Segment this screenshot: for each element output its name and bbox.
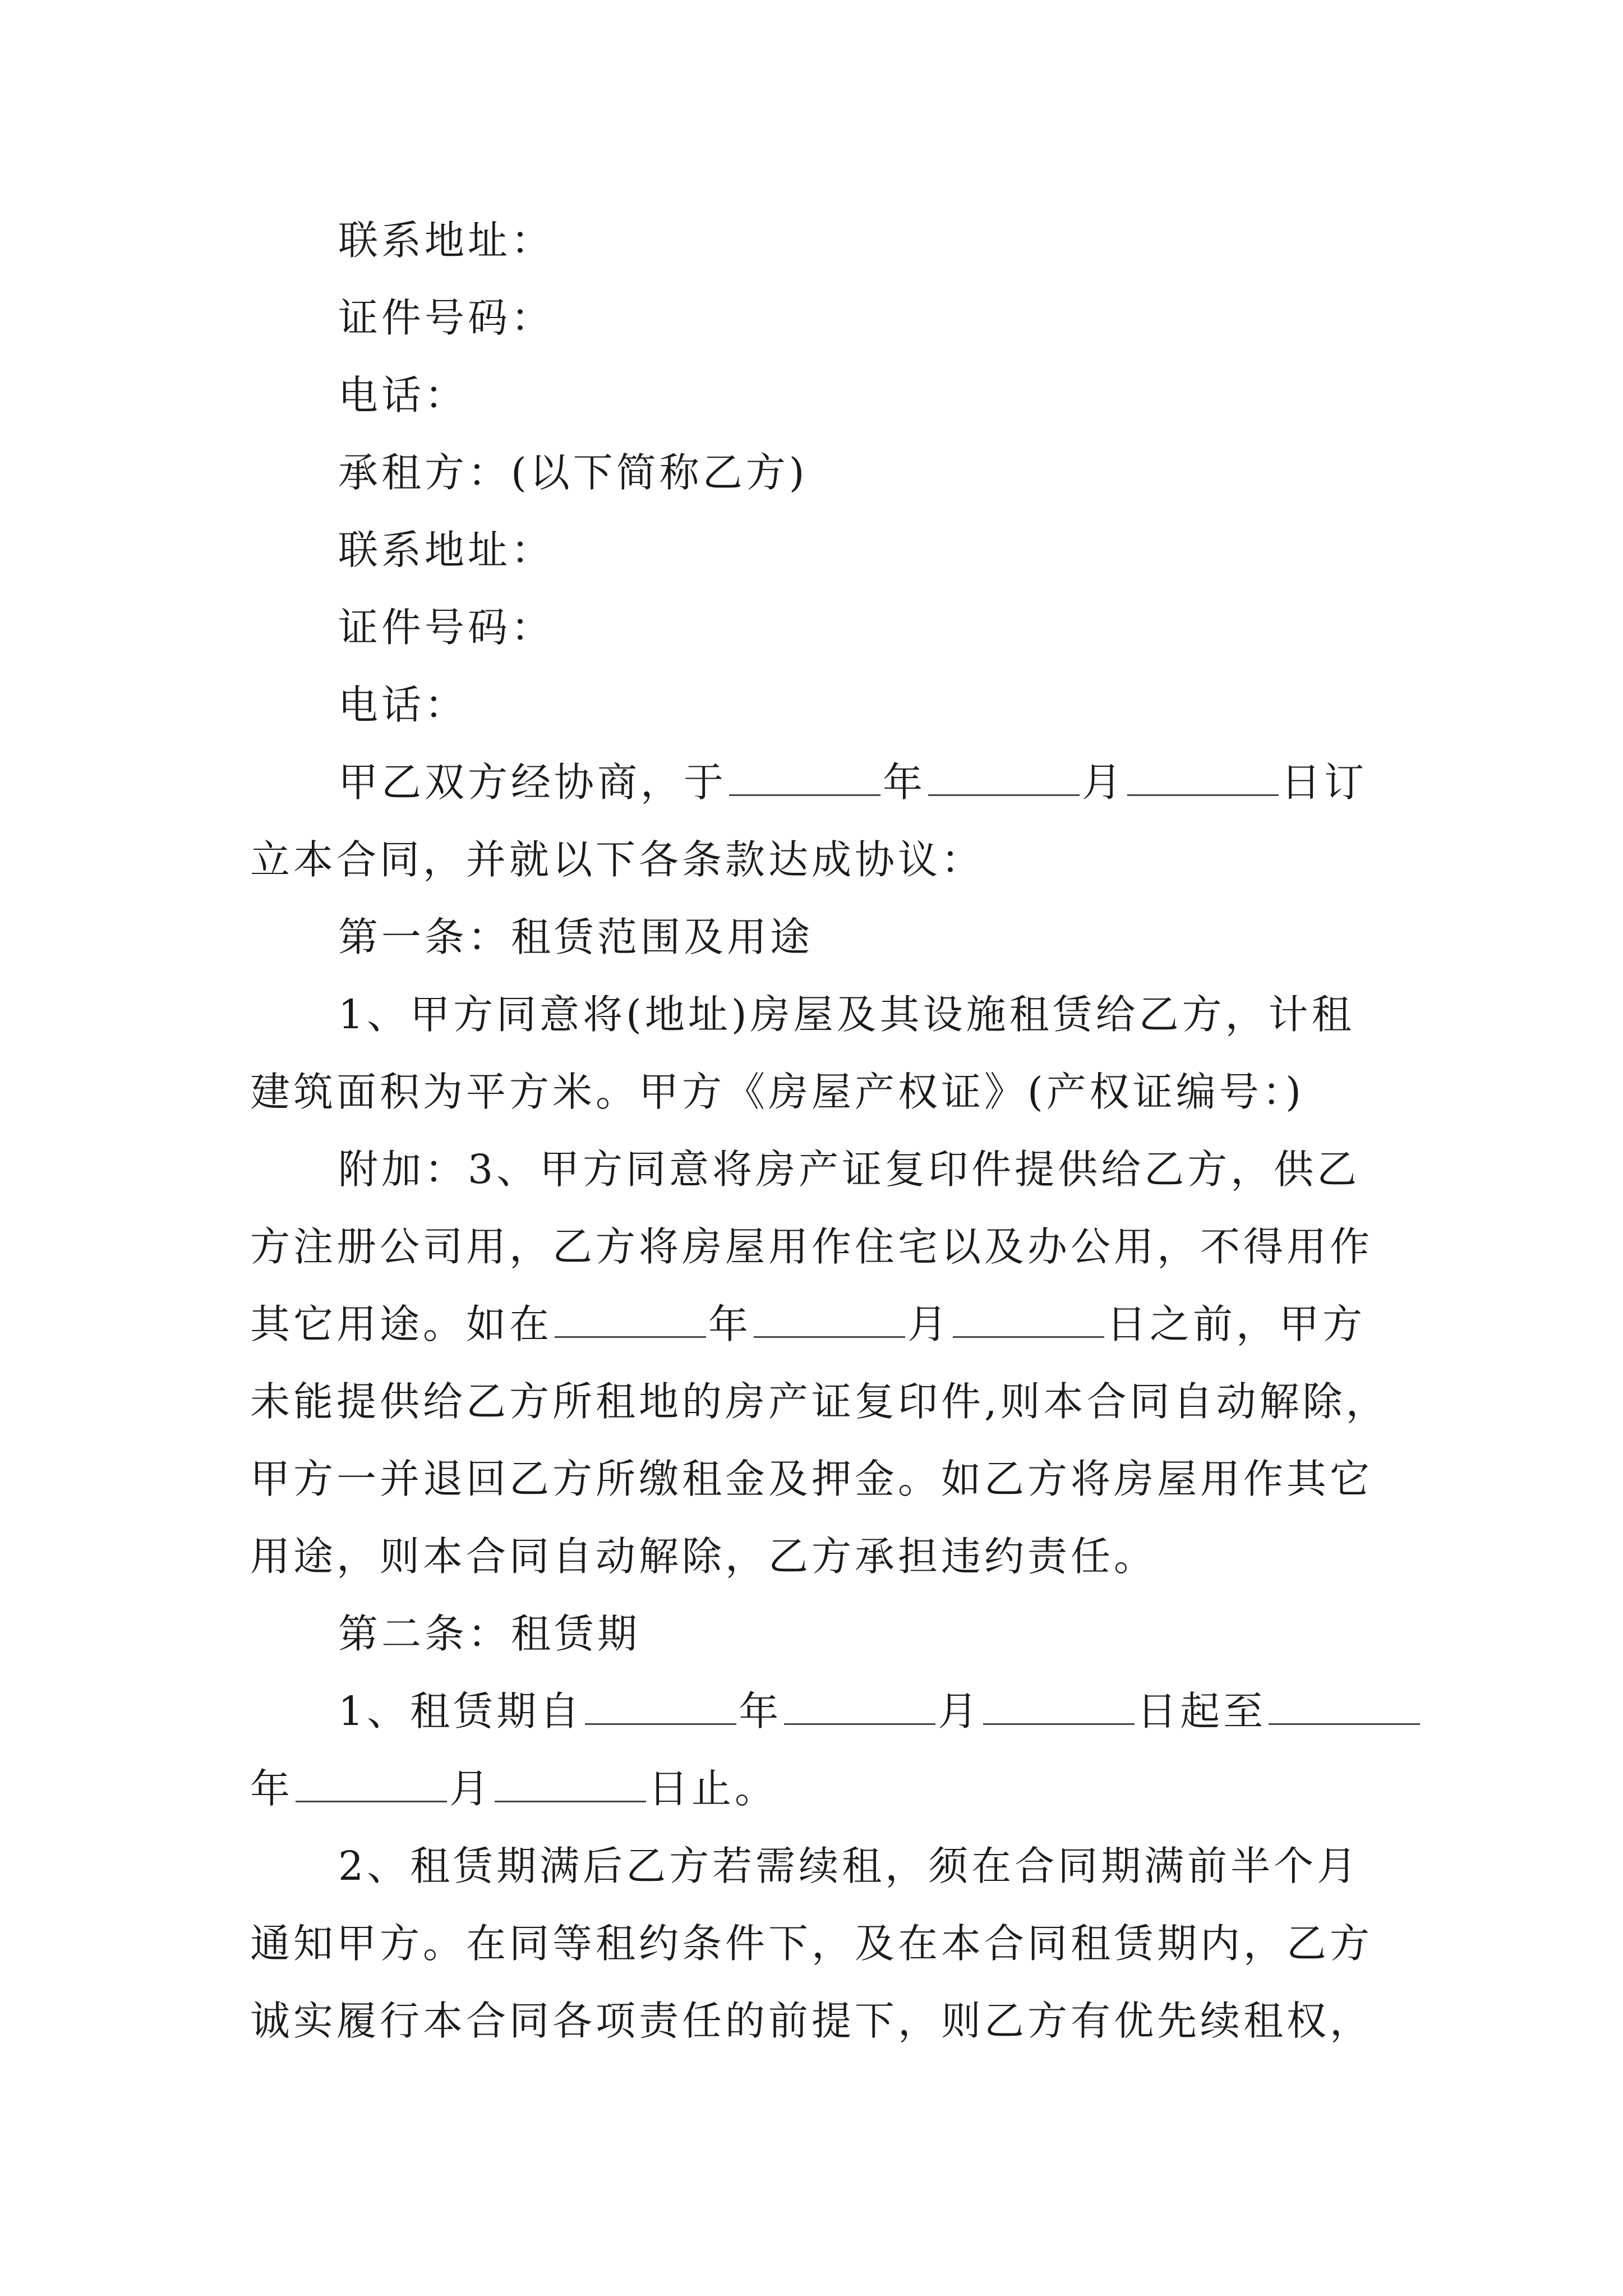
lessor-id-label: 证件号码： bbox=[338, 295, 555, 341]
blank-field bbox=[928, 755, 1080, 796]
month-label: 月 bbox=[907, 1301, 951, 1347]
contract-body bbox=[250, 202, 1389, 2060]
intro-line-1 bbox=[250, 744, 1377, 821]
term-text: 1、租赁期自 bbox=[338, 1688, 583, 1734]
day-label: 日订 bbox=[1281, 759, 1368, 806]
article-2-item-1-line-2 bbox=[250, 1750, 1377, 1828]
article-1-addon-line-5: 甲方一并退回乙方所缴租金及押金。如乙方将房屋用作其它 bbox=[250, 1456, 1373, 1502]
year-label: 年 bbox=[883, 759, 926, 806]
lessee-title: 承租方：(以下简称乙方) bbox=[338, 449, 808, 496]
month-label: 月 bbox=[1082, 759, 1126, 806]
lessee-phone-label: 电话： bbox=[338, 682, 468, 728]
article-1-item-1-line-1: 1、甲方同意将(地址)房屋及其设施租赁给乙方，计租 bbox=[338, 991, 1355, 1038]
year-label: 年 bbox=[250, 1765, 294, 1812]
term-text: 日止。 bbox=[648, 1765, 778, 1812]
article-1-item-1-line-2: 建筑面积为平方米。甲方《房屋产权证》(产权证编号：) bbox=[250, 1069, 1304, 1115]
article-2-item-2-line-3: 诚实履行本合同各项责任的前提下，则乙方有优先续租权， bbox=[250, 1998, 1373, 2044]
blank-field bbox=[585, 1684, 736, 1725]
article-1-addon-line-2: 方注册公司用，乙方将房屋用作住宅以及办公用，不得用作 bbox=[250, 1223, 1373, 1270]
article-2-title: 第二条：租赁期 bbox=[338, 1611, 641, 1657]
blank-field bbox=[296, 1761, 447, 1802]
blank-field bbox=[729, 755, 880, 796]
intro-text: 甲乙双方经协商，于 bbox=[338, 759, 727, 806]
year-label: 年 bbox=[739, 1688, 782, 1734]
addon-text: 其它用途。如在 bbox=[250, 1301, 553, 1347]
article-1-addon-line-4: 未能提供给乙方所租地的房产证复印件,则本合同自动解除， bbox=[250, 1378, 1389, 1425]
blank-field bbox=[495, 1761, 646, 1802]
blank-field bbox=[983, 1684, 1135, 1725]
blank-field bbox=[784, 1684, 935, 1725]
article-2-item-2-line-1: 2、租赁期满后乙方若需续租，须在合同期满前半个月 bbox=[338, 1843, 1361, 1889]
lessee-address-label: 联系地址： bbox=[338, 527, 555, 573]
lessor-phone-label: 电话： bbox=[338, 372, 468, 418]
article-1-addon-line-3 bbox=[250, 1286, 1377, 1363]
article-1-addon-line-1: 附加：3、甲方同意将房产证复印件提供给乙方，供乙 bbox=[338, 1146, 1361, 1193]
month-label: 月 bbox=[449, 1765, 493, 1812]
article-2-item-1-line-1 bbox=[250, 1673, 1377, 1750]
year-label: 年 bbox=[708, 1301, 752, 1347]
blank-field bbox=[555, 1297, 706, 1338]
article-2-item-2-line-2: 通知甲方。在同等租约条件下，及在本合同租赁期内，乙方 bbox=[250, 1920, 1373, 1967]
blank-field bbox=[754, 1297, 905, 1338]
addon-text: 日之前，甲方 bbox=[1106, 1301, 1366, 1347]
intro-line-2: 立本合同，并就以下各条款达成协议： bbox=[250, 836, 985, 883]
blank-field bbox=[1127, 755, 1279, 796]
month-label: 月 bbox=[938, 1688, 981, 1734]
blank-field bbox=[953, 1297, 1104, 1338]
blank-field bbox=[1269, 1684, 1420, 1725]
lessee-id-label: 证件号码： bbox=[338, 604, 555, 651]
term-text: 日起至 bbox=[1137, 1688, 1267, 1734]
article-1-title: 第一条：租赁范围及用途 bbox=[338, 914, 814, 960]
article-1-addon-line-6: 用途，则本合同自动解除，乙方承担违约责任。 bbox=[250, 1533, 1158, 1580]
lessor-address-label: 联系地址： bbox=[338, 217, 555, 264]
